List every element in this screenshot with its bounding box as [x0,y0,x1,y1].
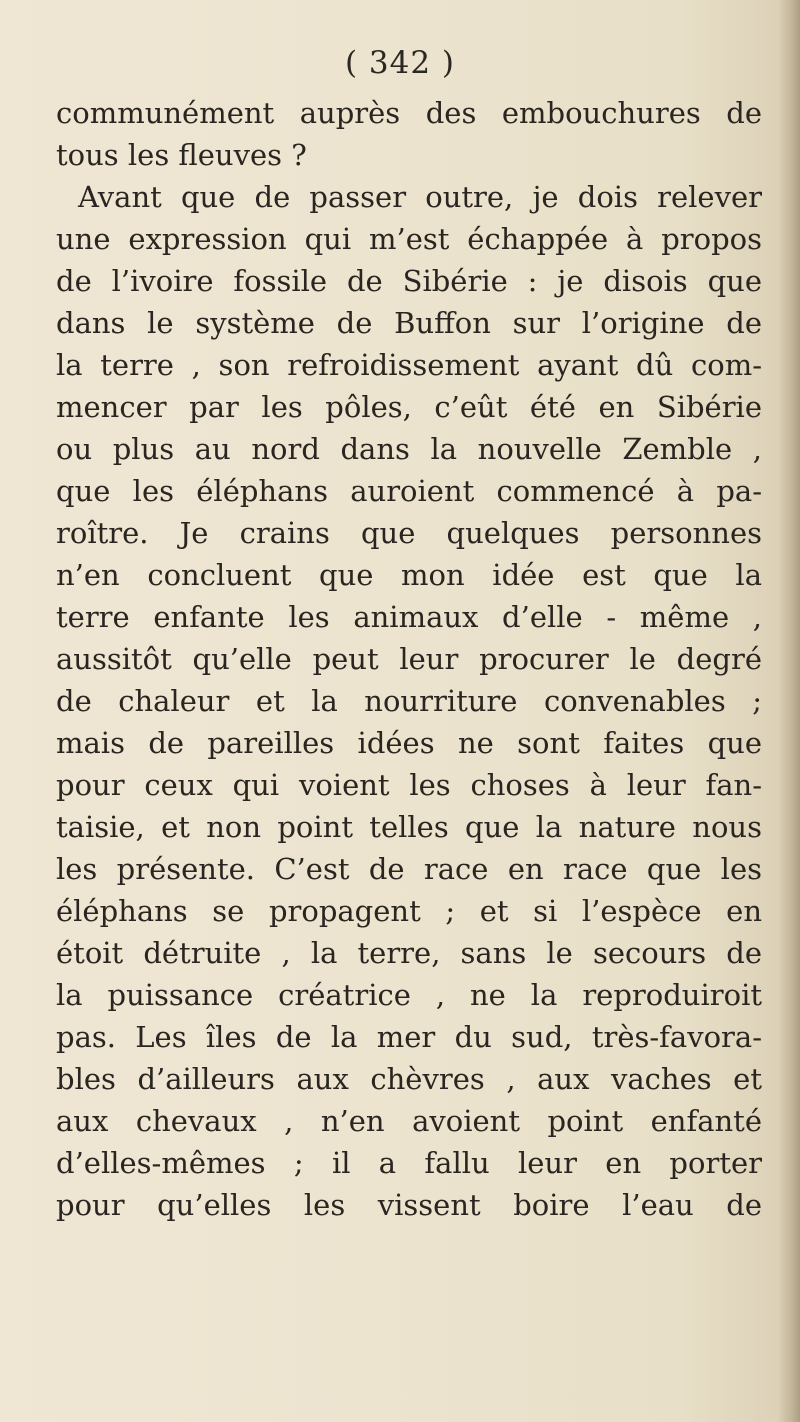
text-line: aussitôt qu’elle peut leur procurer le degré [56,642,762,676]
text-line: la puissance créatrice , ne la reproduiroit [56,978,762,1012]
text-line: la terre , son refroidissement ayant dû com- [56,348,762,382]
text-line: d’elles-mêmes ; il a fallu leur en porter [56,1146,762,1180]
text-line: une expression qui m’est échappée à propos [56,222,762,256]
page-edge-shadow [778,0,800,1422]
text-line: mais de pareilles idées ne sont faites que [56,726,762,760]
text-line: taisie, et non point telles que la nature nous [56,810,762,844]
text-line: pour qu’elles les vissent boire l’eau de [56,1188,762,1222]
text-line: que les éléphans auroient commencé à pa- [56,474,762,508]
text-line: pas. Les îles de la mer du sud, très-favora- [56,1020,762,1054]
text-line: aux chevaux , n’en avoient point enfanté [56,1104,762,1138]
text-line: roître. Je crains que quelques personnes [56,516,762,550]
text-line: les présente. C’est de race en race que les [56,852,762,886]
text-line: n’en concluent que mon idée est que la [56,558,762,592]
page-number: ( 342 ) [344,45,456,81]
body-text [56,92,762,1226]
text-line: tous les fleuves ? [56,138,307,172]
text-line: éléphans se propagent ; et si l’espèce en [56,894,762,928]
text-line: ou plus au nord dans la nouvelle Zemble , [56,432,762,466]
text-line: dans le système de Buffon sur l’origine de [56,306,762,340]
text-line: de chaleur et la nourriture convenables ; [56,684,762,718]
text-line: bles d’ailleurs aux chèvres , aux vaches et [56,1062,762,1096]
text-line: Avant que de passer outre, je dois relever [78,180,762,214]
text-line: pour ceux qui voient les choses à leur fan- [56,768,762,802]
text-line: de l’ivoire fossile de Sibérie : je disois que [56,264,762,298]
text-line: mencer par les pôles, c’eût été en Sibérie [56,390,762,424]
text-line: terre enfante les animaux d’elle - même , [56,600,762,634]
text-line: communément auprès des embouchures de [56,96,762,130]
text-line: étoit détruite , la terre, sans le secours de [56,936,762,970]
